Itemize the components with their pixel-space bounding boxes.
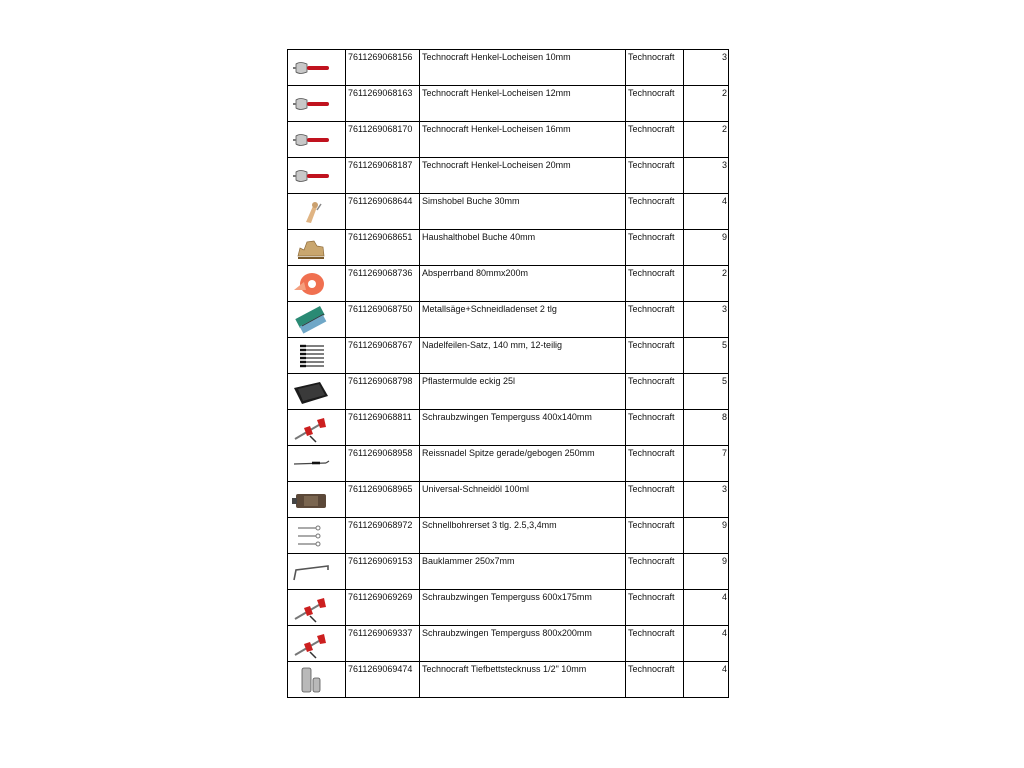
brand-cell: [626, 626, 684, 662]
quantity-text: 5: [721, 376, 727, 386]
quantity-cell: [684, 122, 729, 158]
quantity-text: 9: [721, 556, 727, 566]
product-name-text: Haushalthobel Buche 40mm: [422, 232, 536, 242]
ean-text: 7611269068651: [348, 232, 413, 242]
cutting-oil-icon: [290, 484, 343, 516]
product-name-text: Technocraft Tiefbettstecknuss 1/2" 10mm: [422, 664, 587, 674]
brand-cell: [626, 122, 684, 158]
product-name-text: Technocraft Henkel-Locheisen 20mm: [422, 160, 571, 170]
brand-text: Technocraft: [628, 124, 675, 134]
brand-text: Technocraft: [628, 556, 675, 566]
brand-cell: [626, 266, 684, 302]
scriber-icon: [290, 448, 343, 480]
product-name-cell: [420, 338, 626, 374]
brand-cell: [626, 302, 684, 338]
table-row: [288, 518, 729, 554]
product-image-cell: [288, 50, 346, 86]
quantity-text: 4: [721, 664, 727, 674]
product-name-text: Universal-Schneidöl 100ml: [422, 484, 530, 494]
brand-cell: [626, 338, 684, 374]
brand-text: Technocraft: [628, 160, 675, 170]
brand-cell: [626, 374, 684, 410]
quantity-cell: [684, 158, 729, 194]
ean-cell: [346, 86, 420, 122]
brand-cell: [626, 446, 684, 482]
ean-text: 7611269068187: [348, 160, 413, 170]
product-name-cell: [420, 446, 626, 482]
bar-clamp-icon: [290, 592, 343, 624]
quantity-text: 4: [721, 196, 727, 206]
ean-cell: [346, 482, 420, 518]
quantity-text: 4: [721, 628, 727, 638]
brand-cell: [626, 50, 684, 86]
ean-cell: [346, 194, 420, 230]
table-row: [288, 338, 729, 374]
barrier-tape-icon: [290, 268, 343, 300]
product-image-cell: [288, 158, 346, 194]
table-row: [288, 86, 729, 122]
product-image-cell: [288, 86, 346, 122]
ean-text: 7611269068644: [348, 196, 413, 206]
product-image-cell: [288, 626, 346, 662]
ean-text: 7611269068750: [348, 304, 413, 314]
product-name-text: Reissnadel Spitze gerade/gebogen 250mm: [422, 448, 595, 458]
quantity-cell: [684, 86, 729, 122]
brand-text: Technocraft: [628, 412, 675, 422]
ean-text: 7611269068170: [348, 124, 413, 134]
table-row: [288, 662, 729, 698]
bar-clamp-icon: [290, 412, 343, 444]
product-image-cell: [288, 410, 346, 446]
hole-punch-icon: [290, 52, 343, 84]
quantity-cell: [684, 554, 729, 590]
product-name-cell: [420, 50, 626, 86]
ean-cell: [346, 266, 420, 302]
drill-bits-icon: [290, 520, 343, 552]
product-name-cell: [420, 122, 626, 158]
product-name-cell: [420, 626, 626, 662]
brand-text: Technocraft: [628, 376, 675, 386]
ean-text: 7611269069474: [348, 664, 413, 674]
rebate-plane-icon: [290, 196, 343, 228]
needle-files-icon: [290, 340, 343, 372]
table-row: [288, 266, 729, 302]
product-name-text: Bauklammer 250x7mm: [422, 556, 515, 566]
ean-text: 7611269068958: [348, 448, 413, 458]
product-name-text: Schnellbohrerset 3 tlg. 2.5,3,4mm: [422, 520, 557, 530]
ean-cell: [346, 302, 420, 338]
hole-punch-icon: [290, 124, 343, 156]
brand-cell: [626, 590, 684, 626]
product-name-text: Schraubzwingen Temperguss 800x200mm: [422, 628, 592, 638]
product-name-cell: [420, 86, 626, 122]
ean-cell: [346, 338, 420, 374]
table-row: [288, 410, 729, 446]
brand-text: Technocraft: [628, 268, 675, 278]
inventory-sheet: [287, 49, 727, 698]
product-image-cell: [288, 266, 346, 302]
brand-text: Technocraft: [628, 232, 675, 242]
construction-clamp-icon: [290, 556, 343, 588]
ean-cell: [346, 554, 420, 590]
brand-cell: [626, 158, 684, 194]
quantity-text: 3: [721, 484, 727, 494]
product-name-text: Technocraft Henkel-Locheisen 12mm: [422, 88, 571, 98]
hole-punch-icon: [290, 160, 343, 192]
brand-text: Technocraft: [628, 592, 675, 602]
product-image-cell: [288, 482, 346, 518]
product-name-text: Metallsäge+Schneidladenset 2 tlg: [422, 304, 557, 314]
quantity-cell: [684, 50, 729, 86]
brand-text: Technocraft: [628, 484, 675, 494]
quantity-cell: [684, 338, 729, 374]
table-row: [288, 158, 729, 194]
brand-cell: [626, 554, 684, 590]
product-image-cell: [288, 662, 346, 698]
table-row: [288, 482, 729, 518]
ean-cell: [346, 50, 420, 86]
brand-cell: [626, 662, 684, 698]
ean-text: 7611269069269: [348, 592, 413, 602]
product-name-text: Nadelfeilen-Satz, 140 mm, 12-teilig: [422, 340, 563, 350]
quantity-text: 9: [721, 232, 727, 242]
brand-text: Technocraft: [628, 304, 675, 314]
product-image-cell: [288, 122, 346, 158]
quantity-text: 2: [721, 124, 727, 134]
table-row: [288, 194, 729, 230]
brand-cell: [626, 194, 684, 230]
quantity-text: 4: [721, 592, 727, 602]
ean-text: 7611269068965: [348, 484, 413, 494]
brand-text: Technocraft: [628, 88, 675, 98]
product-name-text: Technocraft Henkel-Locheisen 16mm: [422, 124, 571, 134]
quantity-cell: [684, 590, 729, 626]
table-row: [288, 302, 729, 338]
brand-cell: [626, 410, 684, 446]
ean-cell: [346, 122, 420, 158]
ean-text: 7611269068156: [348, 52, 413, 62]
hole-punch-icon: [290, 88, 343, 120]
product-image-cell: [288, 590, 346, 626]
product-name-text: Pflastermulde eckig 25l: [422, 376, 516, 386]
quantity-cell: [684, 446, 729, 482]
ean-cell: [346, 590, 420, 626]
ean-text: 7611269068163: [348, 88, 413, 98]
brand-text: Technocraft: [628, 52, 675, 62]
ean-text: 7611269069337: [348, 628, 413, 638]
product-name-cell: [420, 374, 626, 410]
table-row: [288, 374, 729, 410]
quantity-cell: [684, 194, 729, 230]
product-name-cell: [420, 662, 626, 698]
ean-cell: [346, 446, 420, 482]
table-row: [288, 50, 729, 86]
quantity-text: 3: [721, 52, 727, 62]
product-name-cell: [420, 482, 626, 518]
product-name-cell: [420, 410, 626, 446]
brand-text: Technocraft: [628, 520, 675, 530]
inventory-table: [287, 49, 729, 698]
product-name-cell: [420, 590, 626, 626]
saw-mitre-box-icon: [290, 304, 343, 336]
quantity-cell: [684, 410, 729, 446]
product-name-cell: [420, 554, 626, 590]
product-image-cell: [288, 554, 346, 590]
product-name-text: Schraubzwingen Temperguss 400x140mm: [422, 412, 592, 422]
inventory-table-body: [288, 50, 729, 698]
bar-clamp-icon: [290, 628, 343, 660]
quantity-cell: [684, 662, 729, 698]
product-name-cell: [420, 302, 626, 338]
product-image-cell: [288, 302, 346, 338]
product-name-text: Technocraft Henkel-Locheisen 10mm: [422, 52, 571, 62]
brand-text: Technocraft: [628, 448, 675, 458]
quantity-text: 9: [721, 520, 727, 530]
brand-cell: [626, 482, 684, 518]
quantity-cell: [684, 518, 729, 554]
brand-text: Technocraft: [628, 196, 675, 206]
ean-cell: [346, 230, 420, 266]
ean-cell: [346, 374, 420, 410]
socket-icon: [290, 664, 343, 696]
product-image-cell: [288, 338, 346, 374]
product-name-cell: [420, 158, 626, 194]
brand-text: Technocraft: [628, 664, 675, 674]
quantity-cell: [684, 626, 729, 662]
brand-cell: [626, 518, 684, 554]
quantity-text: 7: [721, 448, 727, 458]
quantity-text: 2: [721, 268, 727, 278]
quantity-cell: [684, 482, 729, 518]
quantity-text: 8: [721, 412, 727, 422]
product-name-cell: [420, 266, 626, 302]
ean-cell: [346, 518, 420, 554]
product-name-text: Absperrband 80mmx200m: [422, 268, 529, 278]
product-image-cell: [288, 374, 346, 410]
product-image-cell: [288, 194, 346, 230]
product-image-cell: [288, 518, 346, 554]
brand-text: Technocraft: [628, 340, 675, 350]
quantity-text: 5: [721, 340, 727, 350]
ean-text: 7611269069153: [348, 556, 413, 566]
mortar-tub-icon: [290, 376, 343, 408]
quantity-cell: [684, 230, 729, 266]
table-row: [288, 122, 729, 158]
product-name-text: Schraubzwingen Temperguss 600x175mm: [422, 592, 592, 602]
table-row: [288, 590, 729, 626]
wood-plane-icon: [290, 232, 343, 264]
product-name-cell: [420, 194, 626, 230]
brand-cell: [626, 230, 684, 266]
table-row: [288, 554, 729, 590]
ean-text: 7611269068736: [348, 268, 413, 278]
quantity-cell: [684, 266, 729, 302]
ean-text: 7611269068811: [348, 412, 412, 422]
table-row: [288, 446, 729, 482]
product-name-cell: [420, 518, 626, 554]
brand-text: Technocraft: [628, 628, 675, 638]
product-name-cell: [420, 230, 626, 266]
ean-text: 7611269068798: [348, 376, 413, 386]
ean-text: 7611269068767: [348, 340, 413, 350]
brand-cell: [626, 86, 684, 122]
ean-cell: [346, 662, 420, 698]
ean-text: 7611269068972: [348, 520, 413, 530]
table-row: [288, 626, 729, 662]
quantity-cell: [684, 374, 729, 410]
product-name-text: Simshobel Buche 30mm: [422, 196, 520, 206]
quantity-text: 3: [721, 304, 727, 314]
quantity-text: 3: [721, 160, 727, 170]
quantity-text: 2: [721, 88, 727, 98]
quantity-cell: [684, 302, 729, 338]
ean-cell: [346, 626, 420, 662]
ean-cell: [346, 410, 420, 446]
product-image-cell: [288, 446, 346, 482]
ean-cell: [346, 158, 420, 194]
table-row: [288, 230, 729, 266]
product-image-cell: [288, 230, 346, 266]
